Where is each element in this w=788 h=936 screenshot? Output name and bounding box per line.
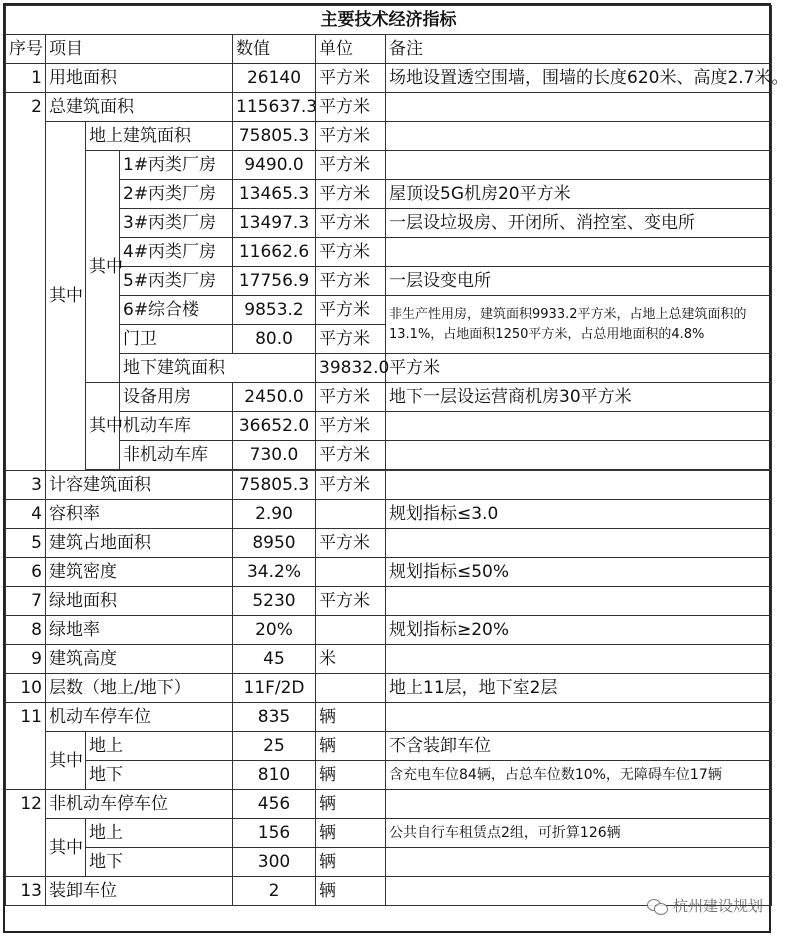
row-item: 用地面积 [46,64,233,93]
header-row [6,35,772,64]
table-row [6,180,772,209]
row-value: 36652.0 [233,412,316,441]
row-note [386,122,772,151]
row-note [386,529,772,558]
row-note: 一层设变电所 [386,267,772,296]
row-item: 机动车库 [120,412,233,441]
row-seq: 12 [6,790,46,877]
table-row [6,151,772,180]
row-item: 地上建筑面积 [86,122,233,151]
table-row [6,441,772,470]
row-item: 机动车停车位 [46,703,233,732]
row-item: 2#丙类厂房 [120,180,233,209]
header-seq: 序号 [6,35,46,64]
row-note [386,93,772,122]
row-value: 2 [233,877,316,906]
row-note: 地上11层，地下室2层 [386,674,772,703]
wechat-icon [647,897,669,915]
row-value: 5230 [233,587,316,616]
row-value: 115637.3 [233,93,316,122]
row-note [386,790,772,819]
row-value: 20% [233,616,316,645]
row-unit: 平方米 [316,383,386,412]
row-item: 建筑密度 [46,558,233,587]
row-unit: 辆 [316,703,386,732]
table-row [6,732,772,761]
row-note [386,848,772,877]
header-value: 数值 [233,35,316,64]
qizhong-label: 其中 [86,383,120,470]
row-value: 45 [233,645,316,674]
row-seq: 1 [6,64,46,93]
row-value: 11F/2D [233,674,316,703]
row-item: 地上 [86,819,233,848]
row-unit: 辆 [316,761,386,790]
row-value: 17756.9 [233,267,316,296]
title-row [6,6,772,35]
row-unit: 平方米 [316,441,386,470]
row-value: 13465.3 [233,180,316,209]
table-row [6,558,772,587]
row-note: 非生产性用房，建筑面积9933.2平方米，占地上总建筑面积的13.1%，占地面积1250平方米，占总用地面积的4.8% [386,296,772,354]
table-title: 主要技术经济指标 [6,6,772,35]
row-unit: 平方米 [316,151,386,180]
row-seq: 2 [6,93,46,471]
row-value: 25 [233,732,316,761]
row-note [386,587,772,616]
row-unit: 平方米 [316,471,386,500]
row-note: 一层设垃圾房、开闭所、消控室、变电所 [386,209,772,238]
row-note: 不含装卸车位 [386,732,772,761]
row-seq: 4 [6,500,46,529]
table-row [6,703,772,732]
row-unit: 平方米 [316,267,386,296]
row-item: 3#丙类厂房 [120,209,233,238]
table-row [6,471,772,500]
row-item: 5#丙类厂房 [120,267,233,296]
row-note: 含充电车位84辆，占总车位数10%，无障碍车位17辆 [386,761,772,790]
row-value: 75805.3 [233,122,316,151]
row-value: 8950 [233,529,316,558]
row-item: 绿地面积 [46,587,233,616]
table-row [6,209,772,238]
row-unit: 平方米 [316,412,386,441]
row-unit [316,616,386,645]
row-note [386,238,772,267]
table-row [6,819,772,848]
row-item: 门卫 [120,325,233,354]
row-item: 地下建筑面积 [120,354,316,383]
header-unit: 单位 [316,35,386,64]
row-value: 39832.0 [316,354,386,383]
row-unit: 平方米 [316,180,386,209]
row-unit: 平方米 [386,354,772,383]
row-item: 4#丙类厂房 [120,238,233,267]
table-row [6,645,772,674]
row-unit: 辆 [316,877,386,906]
qizhong-label: 其中 [46,122,86,471]
header-item: 项目 [46,35,233,64]
row-item: 容积率 [46,500,233,529]
table-row [6,64,772,93]
row-unit: 米 [316,645,386,674]
row-item: 地下 [86,848,233,877]
indicator-table-sheet [3,3,788,933]
row-unit: 辆 [316,790,386,819]
row-value: 810 [233,761,316,790]
row-unit: 平方米 [316,529,386,558]
row-unit [316,500,386,529]
row-item: 绿地率 [46,616,233,645]
table-row [6,383,772,412]
row-item: 建筑高度 [46,645,233,674]
row-value: 835 [233,703,316,732]
row-note: 规划指标≥20% [386,616,772,645]
table-row [6,93,772,122]
row-unit: 平方米 [316,296,386,325]
row-seq: 3 [6,471,46,500]
row-seq: 10 [6,674,46,703]
row-note: 公共自行车租赁点2组，可折算126辆 [386,819,772,848]
table-row [6,500,772,529]
qizhong-label: 其中 [46,732,86,790]
row-item: 1#丙类厂房 [120,151,233,180]
row-value: 9853.2 [233,296,316,325]
row-unit: 平方米 [316,122,386,151]
row-value: 13497.3 [233,209,316,238]
row-note [386,151,772,180]
row-value: 730.0 [233,441,316,470]
row-seq: 5 [6,529,46,558]
row-value: 456 [233,790,316,819]
table-row [6,122,772,151]
row-unit: 辆 [316,848,386,877]
row-note: 规划指标≤50% [386,558,772,587]
row-unit: 平方米 [316,64,386,93]
row-value: 34.2% [233,558,316,587]
row-item: 地下 [86,761,233,790]
row-item: 计容建筑面积 [46,471,233,500]
row-unit: 平方米 [316,238,386,267]
table-row [6,674,772,703]
row-note [386,703,772,732]
qizhong-label: 其中 [46,819,86,877]
row-unit: 平方米 [316,325,386,354]
row-item: 层数（地上/地下） [46,674,233,703]
row-seq: 13 [6,877,46,906]
row-note [386,441,772,470]
table-row [6,587,772,616]
row-note: 规划指标≤3.0 [386,500,772,529]
table-row [6,354,772,383]
row-note: 屋顶设5G机房20平方米 [386,180,772,209]
row-value: 300 [233,848,316,877]
row-seq: 11 [6,703,46,790]
row-item: 非机动车库 [120,441,233,470]
row-unit: 辆 [316,819,386,848]
header-note: 备注 [386,35,772,64]
row-value: 9490.0 [233,151,316,180]
indicator-table [5,5,788,906]
row-unit [316,558,386,587]
row-unit: 平方米 [316,587,386,616]
table-row [6,761,772,790]
row-value: 156 [233,819,316,848]
row-item: 设备用房 [120,383,233,412]
row-item: 非机动车停车位 [46,790,233,819]
row-item: 总建筑面积 [46,93,233,122]
row-unit: 平方米 [316,93,386,122]
row-item: 地上 [86,732,233,761]
row-value: 2450.0 [233,383,316,412]
watermark [647,895,763,916]
row-item: 装卸车位 [46,877,233,906]
row-note [386,471,772,500]
row-seq: 6 [6,558,46,587]
table-row [6,296,772,325]
row-value: 26140 [233,64,316,93]
qizhong-label: 其中 [86,151,120,383]
row-seq: 8 [6,616,46,645]
row-seq: 9 [6,645,46,674]
row-value: 80.0 [233,325,316,354]
row-note: 地下一层设运营商机房30平方米 [386,383,772,412]
watermark-text: 杭州建设规划 [672,897,763,915]
row-value: 75805.3 [233,471,316,500]
row-item: 6#综合楼 [120,296,233,325]
table-row [6,616,772,645]
row-item: 建筑占地面积 [46,529,233,558]
table-row [6,790,772,819]
row-unit: 辆 [316,732,386,761]
row-value: 2.90 [233,500,316,529]
row-note: 场地设置透空围墙，围墙的长度620米、高度2.7米。 [386,64,772,93]
row-unit: 平方米 [316,209,386,238]
table-row [6,529,772,558]
row-note [386,645,772,674]
row-seq: 7 [6,587,46,616]
row-unit [316,674,386,703]
table-row [6,848,772,877]
row-value: 11662.6 [233,238,316,267]
row-note [386,412,772,441]
